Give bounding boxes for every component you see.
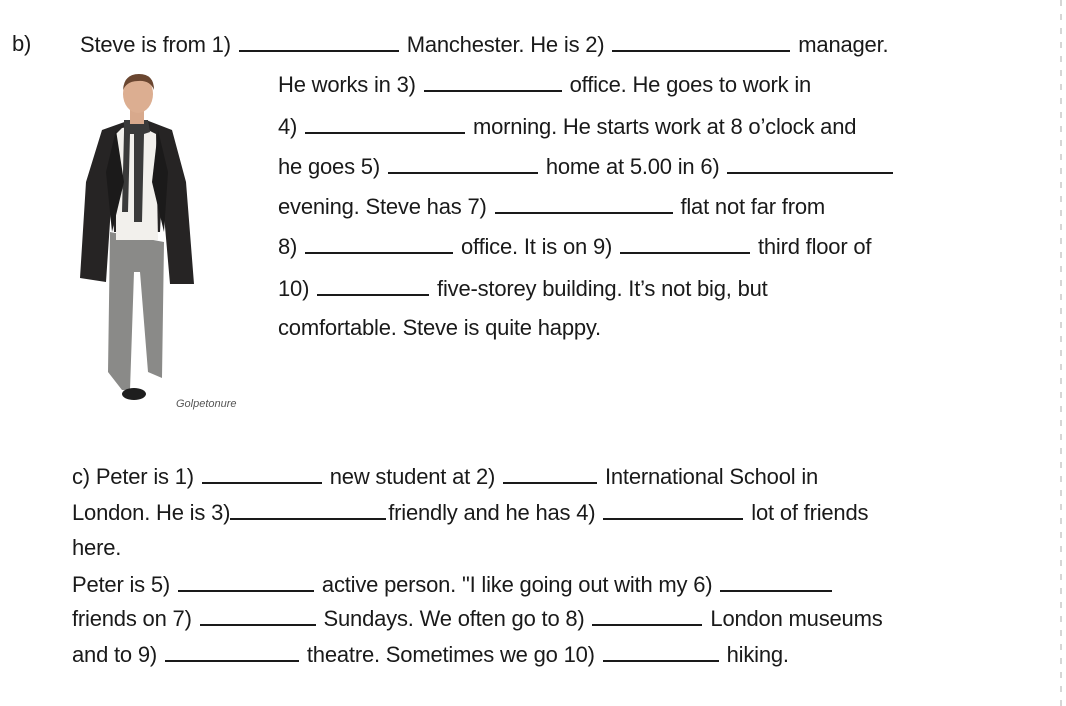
- text: Steve is from 1): [80, 32, 231, 57]
- answer-blank-c7[interactable]: [200, 604, 316, 626]
- section-c-line-2: [72, 498, 868, 527]
- section-b-line-3: [278, 112, 856, 141]
- section-c-line-5: [72, 604, 883, 633]
- text: 10): [278, 276, 310, 301]
- text: He works in 3): [278, 72, 416, 97]
- section-b-line-2: [278, 70, 811, 99]
- text: manager.: [798, 32, 889, 57]
- answer-blank-b4[interactable]: [305, 112, 465, 134]
- text: and to 9): [72, 642, 158, 667]
- answer-blank-c10[interactable]: [603, 640, 719, 662]
- answer-blank-b6[interactable]: [727, 152, 893, 174]
- answer-blank-b7[interactable]: [495, 192, 673, 214]
- section-c-line-4: [72, 570, 834, 599]
- section-b-line-5: [278, 192, 825, 221]
- answer-blank-b5[interactable]: [388, 152, 538, 174]
- text: third floor of: [757, 234, 872, 259]
- text: hiking.: [726, 642, 789, 667]
- answer-blank-c4[interactable]: [603, 498, 743, 520]
- text: Peter is 5): [72, 572, 171, 597]
- answer-blank-c6[interactable]: [720, 570, 832, 592]
- answer-blank-b8[interactable]: [305, 232, 453, 254]
- answer-blank-c9[interactable]: [165, 640, 299, 662]
- text: evening. Steve has 7): [278, 194, 487, 219]
- section-b-line-1: [80, 30, 888, 59]
- trousers: [108, 232, 164, 390]
- text: London museums: [710, 606, 883, 631]
- text: office. He goes to work in: [569, 72, 812, 97]
- answer-blank-b3[interactable]: [424, 70, 562, 92]
- answer-blank-b1[interactable]: [239, 30, 399, 52]
- text: 4): [278, 114, 298, 139]
- text: office. It is on 9): [461, 234, 613, 259]
- text: flat not far from: [680, 194, 825, 219]
- text: active person. "I like going out with my 6): [321, 572, 713, 597]
- section-b-line-6: [278, 232, 871, 261]
- answer-blank-c1[interactable]: [202, 462, 322, 484]
- left-shoe: [122, 388, 146, 400]
- answer-blank-c5[interactable]: [178, 570, 314, 592]
- section-b-line-4: [278, 152, 895, 181]
- text: new student at 2): [329, 464, 496, 489]
- text: friends on 7): [72, 606, 192, 631]
- text: friendly and he has 4): [388, 500, 596, 525]
- text: morning. He starts work at 8 o’clock and: [473, 114, 857, 139]
- section-c-line-3: here.: [72, 535, 122, 560]
- answer-blank-b9[interactable]: [620, 232, 750, 254]
- answer-blank-b2[interactable]: [612, 30, 790, 52]
- image-watermark: Golpetonure: [176, 398, 237, 410]
- text: c) Peter is 1): [72, 464, 194, 489]
- text: London. He is 3): [72, 500, 231, 525]
- text: five-storey building. It’s not big, but: [437, 276, 768, 301]
- section-c-line-6: [72, 640, 789, 669]
- text: 8): [278, 234, 298, 259]
- answer-blank-c8[interactable]: [592, 604, 702, 626]
- answer-blank-c2[interactable]: [503, 462, 597, 484]
- page-edge: [1060, 0, 1062, 706]
- answer-blank-c3[interactable]: [230, 498, 386, 520]
- man-in-coat-illustration: [72, 72, 202, 412]
- text: home at 5.00 in 6): [545, 154, 720, 179]
- section-b-line-7: [278, 274, 768, 303]
- text: Sundays. We often go to 8): [323, 606, 585, 631]
- text: lot of friends: [751, 500, 869, 525]
- section-b-line-8: comfortable. Steve is quite happy.: [278, 315, 601, 340]
- text: International School in: [604, 464, 819, 489]
- answer-blank-b10[interactable]: [317, 274, 429, 296]
- text: Manchester. He is 2): [406, 32, 605, 57]
- text: theatre. Sometimes we go 10): [306, 642, 595, 667]
- text: he goes 5): [278, 154, 380, 179]
- section-c-line-1: [72, 462, 818, 491]
- section-b-label: b): [12, 31, 32, 56]
